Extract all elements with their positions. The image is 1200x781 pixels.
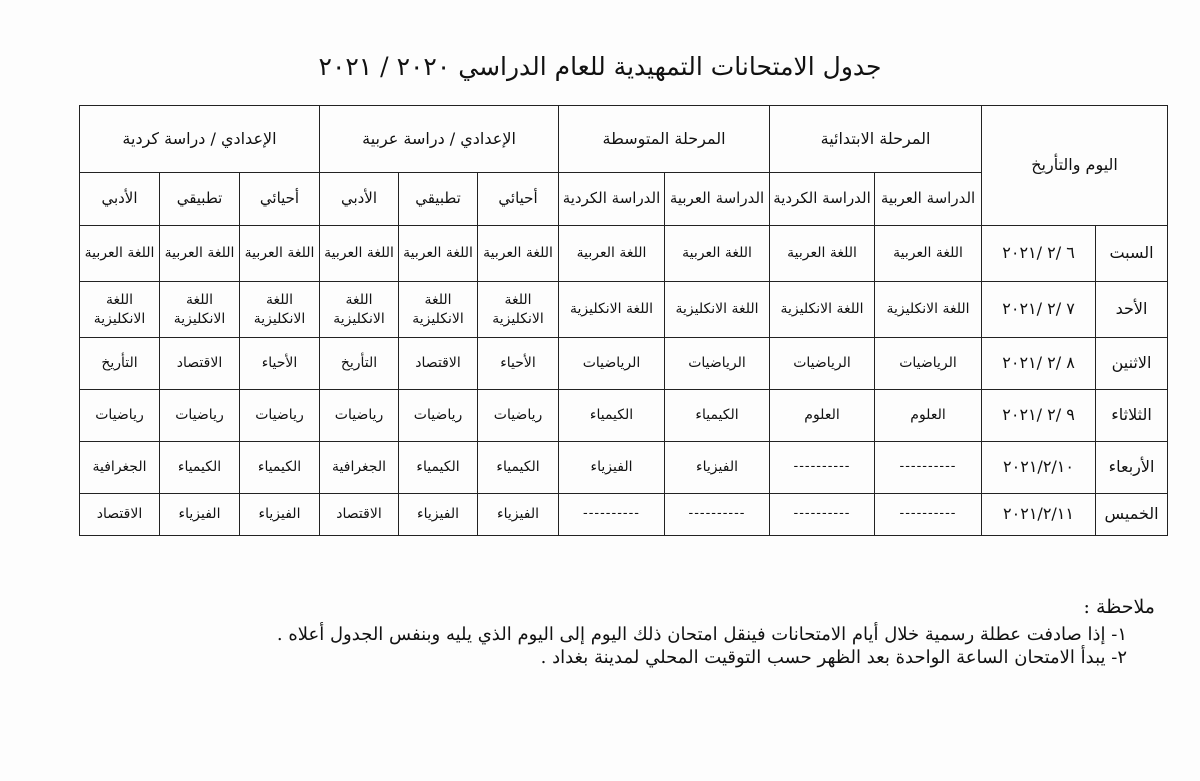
day-cell: السبت bbox=[1096, 226, 1168, 282]
table-row bbox=[80, 442, 1168, 494]
subject-cell: الجغرافية bbox=[320, 442, 399, 494]
subject-cell: الكيمياء bbox=[160, 442, 240, 494]
sub-header: أحيائي bbox=[240, 173, 320, 226]
subject-cell: الكيمياء bbox=[559, 390, 665, 442]
subject-cell: العلوم bbox=[770, 390, 875, 442]
subject-cell: الكيمياء bbox=[665, 390, 770, 442]
subject-cell: الرياضيات bbox=[665, 338, 770, 390]
subject-cell: رياضيات bbox=[320, 390, 399, 442]
stage-header-row bbox=[80, 106, 1168, 173]
subject-cell: الفيزياء bbox=[559, 442, 665, 494]
date-cell: ٨ /٢ /٢٠٢١ bbox=[982, 338, 1096, 390]
subject-cell: اللغة الانكليزية bbox=[559, 282, 665, 338]
date-cell: ٦ /٢ /٢٠٢١ bbox=[982, 226, 1096, 282]
day-cell: الخميس bbox=[1096, 494, 1168, 536]
date-cell: ٢٠٢١/٢/١١ bbox=[982, 494, 1096, 536]
date-cell: ٢٠٢١/٢/١٠ bbox=[982, 442, 1096, 494]
subject-cell: اللغة العربية bbox=[875, 226, 982, 282]
subject-cell: ---------- bbox=[559, 494, 665, 536]
subject-cell: التأريخ bbox=[80, 338, 160, 390]
subject-cell: ---------- bbox=[665, 494, 770, 536]
subject-cell: الفيزياء bbox=[478, 494, 559, 536]
page-title: جدول الامتحانات التمهيدية للعام الدراسي ٢٠٢٠ / ٢٠٢١ bbox=[318, 52, 882, 81]
stage-header: المرحلة الابتدائية bbox=[770, 106, 982, 173]
subject-cell: اللغة العربية bbox=[80, 226, 160, 282]
subject-cell: اللغة العربية bbox=[320, 226, 399, 282]
sub-header: الأدبي bbox=[320, 173, 399, 226]
subject-cell: الأحياء bbox=[240, 338, 320, 390]
day-cell: الثلاثاء bbox=[1096, 390, 1168, 442]
date-cell: ٧ /٢ /٢٠٢١ bbox=[982, 282, 1096, 338]
table-row bbox=[80, 390, 1168, 442]
table-row bbox=[80, 226, 1168, 282]
subject-cell: اللغة الانكليزية bbox=[399, 282, 478, 338]
day-cell: الأربعاء bbox=[1096, 442, 1168, 494]
subject-cell: ---------- bbox=[875, 442, 982, 494]
subject-cell: الكيمياء bbox=[399, 442, 478, 494]
subject-cell: الرياضيات bbox=[770, 338, 875, 390]
subject-cell: اللغة الانكليزية bbox=[770, 282, 875, 338]
subject-cell: رياضيات bbox=[240, 390, 320, 442]
note-item: ٢- يبدأ الامتحان الساعة الواحدة بعد الظهر حسب التوقيت المحلي لمدينة بغداد . bbox=[540, 647, 1127, 668]
subject-cell: رياضيات bbox=[399, 390, 478, 442]
sub-header: الدراسة العربية bbox=[665, 173, 770, 226]
subject-cell: رياضيات bbox=[80, 390, 160, 442]
stage-header: الإعدادي / دراسة كردية bbox=[80, 106, 320, 173]
subject-cell: الرياضيات bbox=[559, 338, 665, 390]
day-cell: الأحد bbox=[1096, 282, 1168, 338]
subject-cell: الكيمياء bbox=[478, 442, 559, 494]
subject-cell: الفيزياء bbox=[160, 494, 240, 536]
subject-cell: رياضيات bbox=[478, 390, 559, 442]
sub-header: تطبيقي bbox=[399, 173, 478, 226]
subject-cell: الاقتصاد bbox=[320, 494, 399, 536]
subject-cell: اللغة العربية bbox=[240, 226, 320, 282]
note-item: ١- إذا صادفت عطلة رسمية خلال أيام الامتحانات فينقل امتحان ذلك اليوم إلى اليوم الذي يليه وبنفس الجدول أعلاه . bbox=[276, 624, 1127, 645]
stage-header: الإعدادي / دراسة عربية bbox=[320, 106, 559, 173]
subject-cell: العلوم bbox=[875, 390, 982, 442]
notes-heading: ملاحظة : bbox=[1083, 596, 1155, 618]
subject-cell: ---------- bbox=[875, 494, 982, 536]
subject-cell: الأحياء bbox=[478, 338, 559, 390]
subject-cell: الجغرافية bbox=[80, 442, 160, 494]
subject-cell: رياضيات bbox=[160, 390, 240, 442]
subject-cell: ---------- bbox=[770, 442, 875, 494]
date-cell: ٩ /٢ /٢٠٢١ bbox=[982, 390, 1096, 442]
notes-section bbox=[55, 596, 1155, 668]
subject-cell: اللغة الانكليزية bbox=[665, 282, 770, 338]
sub-header: الدراسة الكردية bbox=[559, 173, 665, 226]
day-cell: الاثنين bbox=[1096, 338, 1168, 390]
subject-cell: الفيزياء bbox=[399, 494, 478, 536]
subject-cell: الرياضيات bbox=[875, 338, 982, 390]
subject-cell: التأريخ bbox=[320, 338, 399, 390]
subject-cell: الاقتصاد bbox=[80, 494, 160, 536]
subject-cell: اللغة العربية bbox=[160, 226, 240, 282]
subject-cell: اللغة الانكليزية bbox=[80, 282, 160, 338]
subject-cell: اللغة الانكليزية bbox=[478, 282, 559, 338]
subject-cell: اللغة الانكليزية bbox=[320, 282, 399, 338]
table-row bbox=[80, 494, 1168, 536]
subject-cell: اللغة العربية bbox=[478, 226, 559, 282]
subject-cell: اللغة العربية bbox=[399, 226, 478, 282]
sub-header: الدراسة العربية bbox=[875, 173, 982, 226]
sub-header: أحيائي bbox=[478, 173, 559, 226]
subject-cell: اللغة الانكليزية bbox=[160, 282, 240, 338]
subject-cell: اللغة العربية bbox=[665, 226, 770, 282]
sub-header: الدراسة الكردية bbox=[770, 173, 875, 226]
exam-schedule-table bbox=[79, 105, 1168, 536]
subject-cell: اللغة العربية bbox=[559, 226, 665, 282]
subject-cell: الكيمياء bbox=[240, 442, 320, 494]
sub-header: الأدبي bbox=[80, 173, 160, 226]
subject-cell: الاقتصاد bbox=[399, 338, 478, 390]
subject-cell: ---------- bbox=[770, 494, 875, 536]
day-date-header: اليوم والتأريخ bbox=[982, 106, 1168, 226]
subject-cell: الاقتصاد bbox=[160, 338, 240, 390]
subject-cell: اللغة العربية bbox=[770, 226, 875, 282]
stage-header: المرحلة المتوسطة bbox=[559, 106, 770, 173]
subject-cell: الفيزياء bbox=[665, 442, 770, 494]
table-row bbox=[80, 282, 1168, 338]
sub-header: تطبيقي bbox=[160, 173, 240, 226]
subject-cell: الفيزياء bbox=[240, 494, 320, 536]
table-row bbox=[80, 338, 1168, 390]
subject-cell: اللغة الانكليزية bbox=[875, 282, 982, 338]
subject-cell: اللغة الانكليزية bbox=[240, 282, 320, 338]
